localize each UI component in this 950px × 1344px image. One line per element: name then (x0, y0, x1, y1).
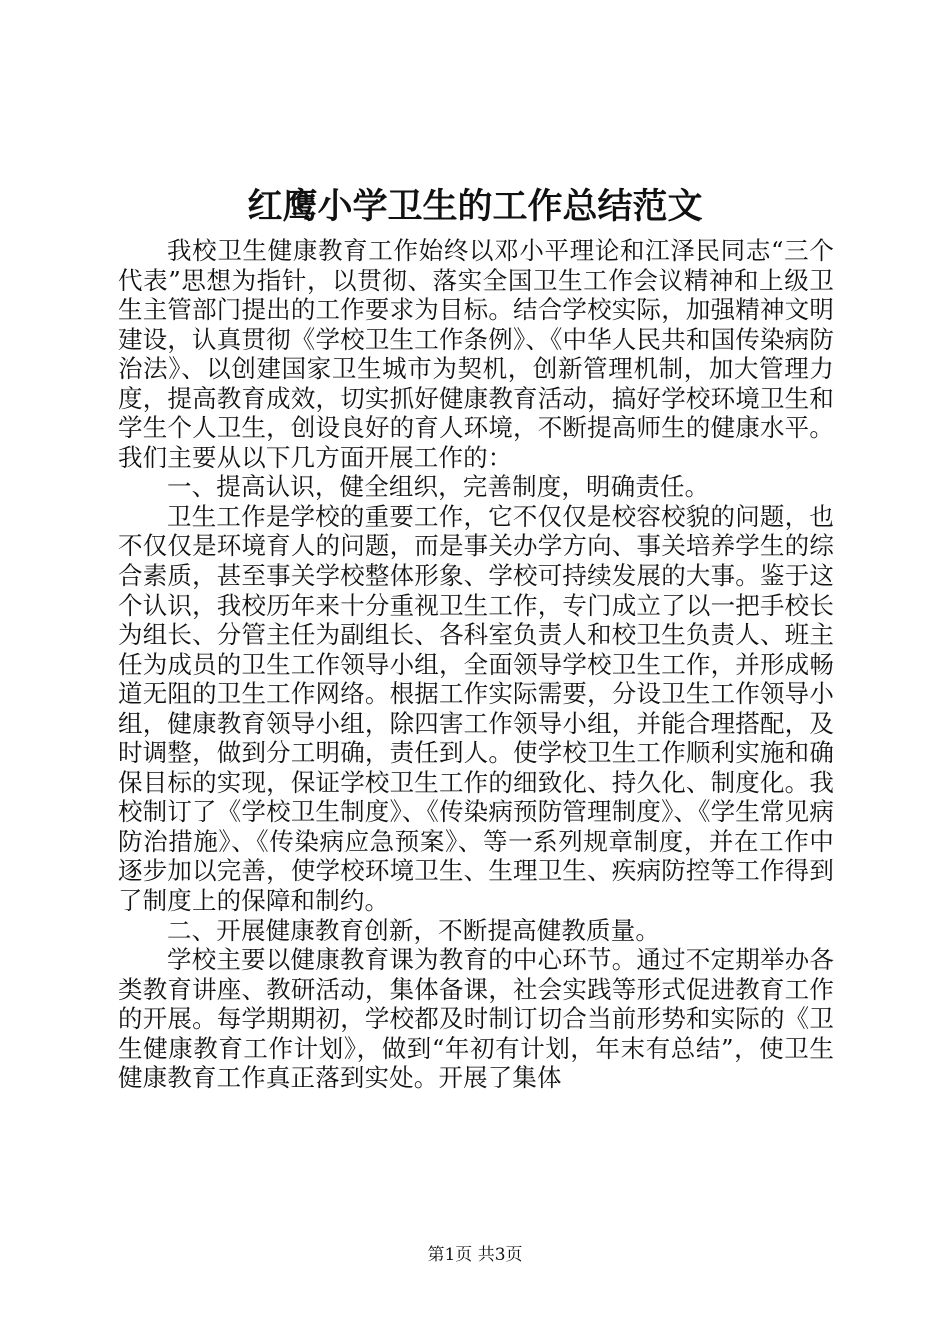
page-footer: 第1页 共3页 (427, 1245, 523, 1265)
document-title: 红鹰小学卫生的工作总结范文 (247, 186, 703, 227)
section-heading-2: 二、开展健康教育创新，不断提高健教质量。 (167, 915, 660, 945)
paragraph-section-2: 学校主要以健康教育课为教育的中心环节。通过不定期举办各类教育讲座、教研活动，集体备课，社会实践等形式促进教育工作的开展。每学期期初，学校都及时制订切合当前形势和实际的《卫生健康教育工作计划》，做到“年初有计划，年末有总结”，使卫生健康教育工作真正落到实处。开展了集体 (118, 945, 834, 1093)
paragraph-intro: 我校卫生健康教育工作始终以邓小平理论和江泽民同志“三个代表”思想为指针，以贯彻、落实全国卫生工作会议精神和上级卫生主管部门提出的工作要求为目标。结合学校实际，加强精神文明建设，认真贯彻《学校卫生工作条例》、《中华人民共和国传染病防治法》、以创建国家卫生城市为契机，创新管理机制，加大管理力度，提高教育成效，切实抓好健康教育活动，搞好学校环境卫生和学生个人卫生，创设良好的育人环境，不断提高师生的健康水平。我们主要从以下几方面开展工作的： (118, 236, 834, 472)
paragraph-section-1: 卫生工作是学校的重要工作，它不仅仅是校容校貌的问题，也不仅仅是环境育人的问题，而是事关办学方向、事关培养学生的综合素质，甚至事关学校整体形象、学校可持续发展的大事。鉴于这个认识，我校历年来十分重视卫生工作，专门成立了以一把手校长为组长、分管主任为副组长、各科室负责人和校卫生负责人、班主任为成员的卫生工作领导小组，全面领导学校卫生工作，并形成畅道无阻的卫生工作网络。根据工作实际需要，分设卫生工作领导小组，健康教育领导小组，除四害工作领导小组，并能合理搭配，及时调整，做到分工明确，责任到人。使学校卫生工作顺利实施和确保目标的实现，保证学校卫生工作的细致化、持久化、制度化。我校制订了《学校卫生制度》、《传染病预防管理制度》、《学生常见病防治措施》、《传染病应急预案》、等一系列规章制度，并在工作中逐步加以完善，使学校环境卫生、生理卫生、疾病防控等工作得到了制度上的保障和制约。 (118, 501, 834, 916)
section-heading-1: 一、提高认识，健全组织，完善制度，明确责任。 (167, 472, 710, 502)
document-body (118, 236, 834, 1093)
